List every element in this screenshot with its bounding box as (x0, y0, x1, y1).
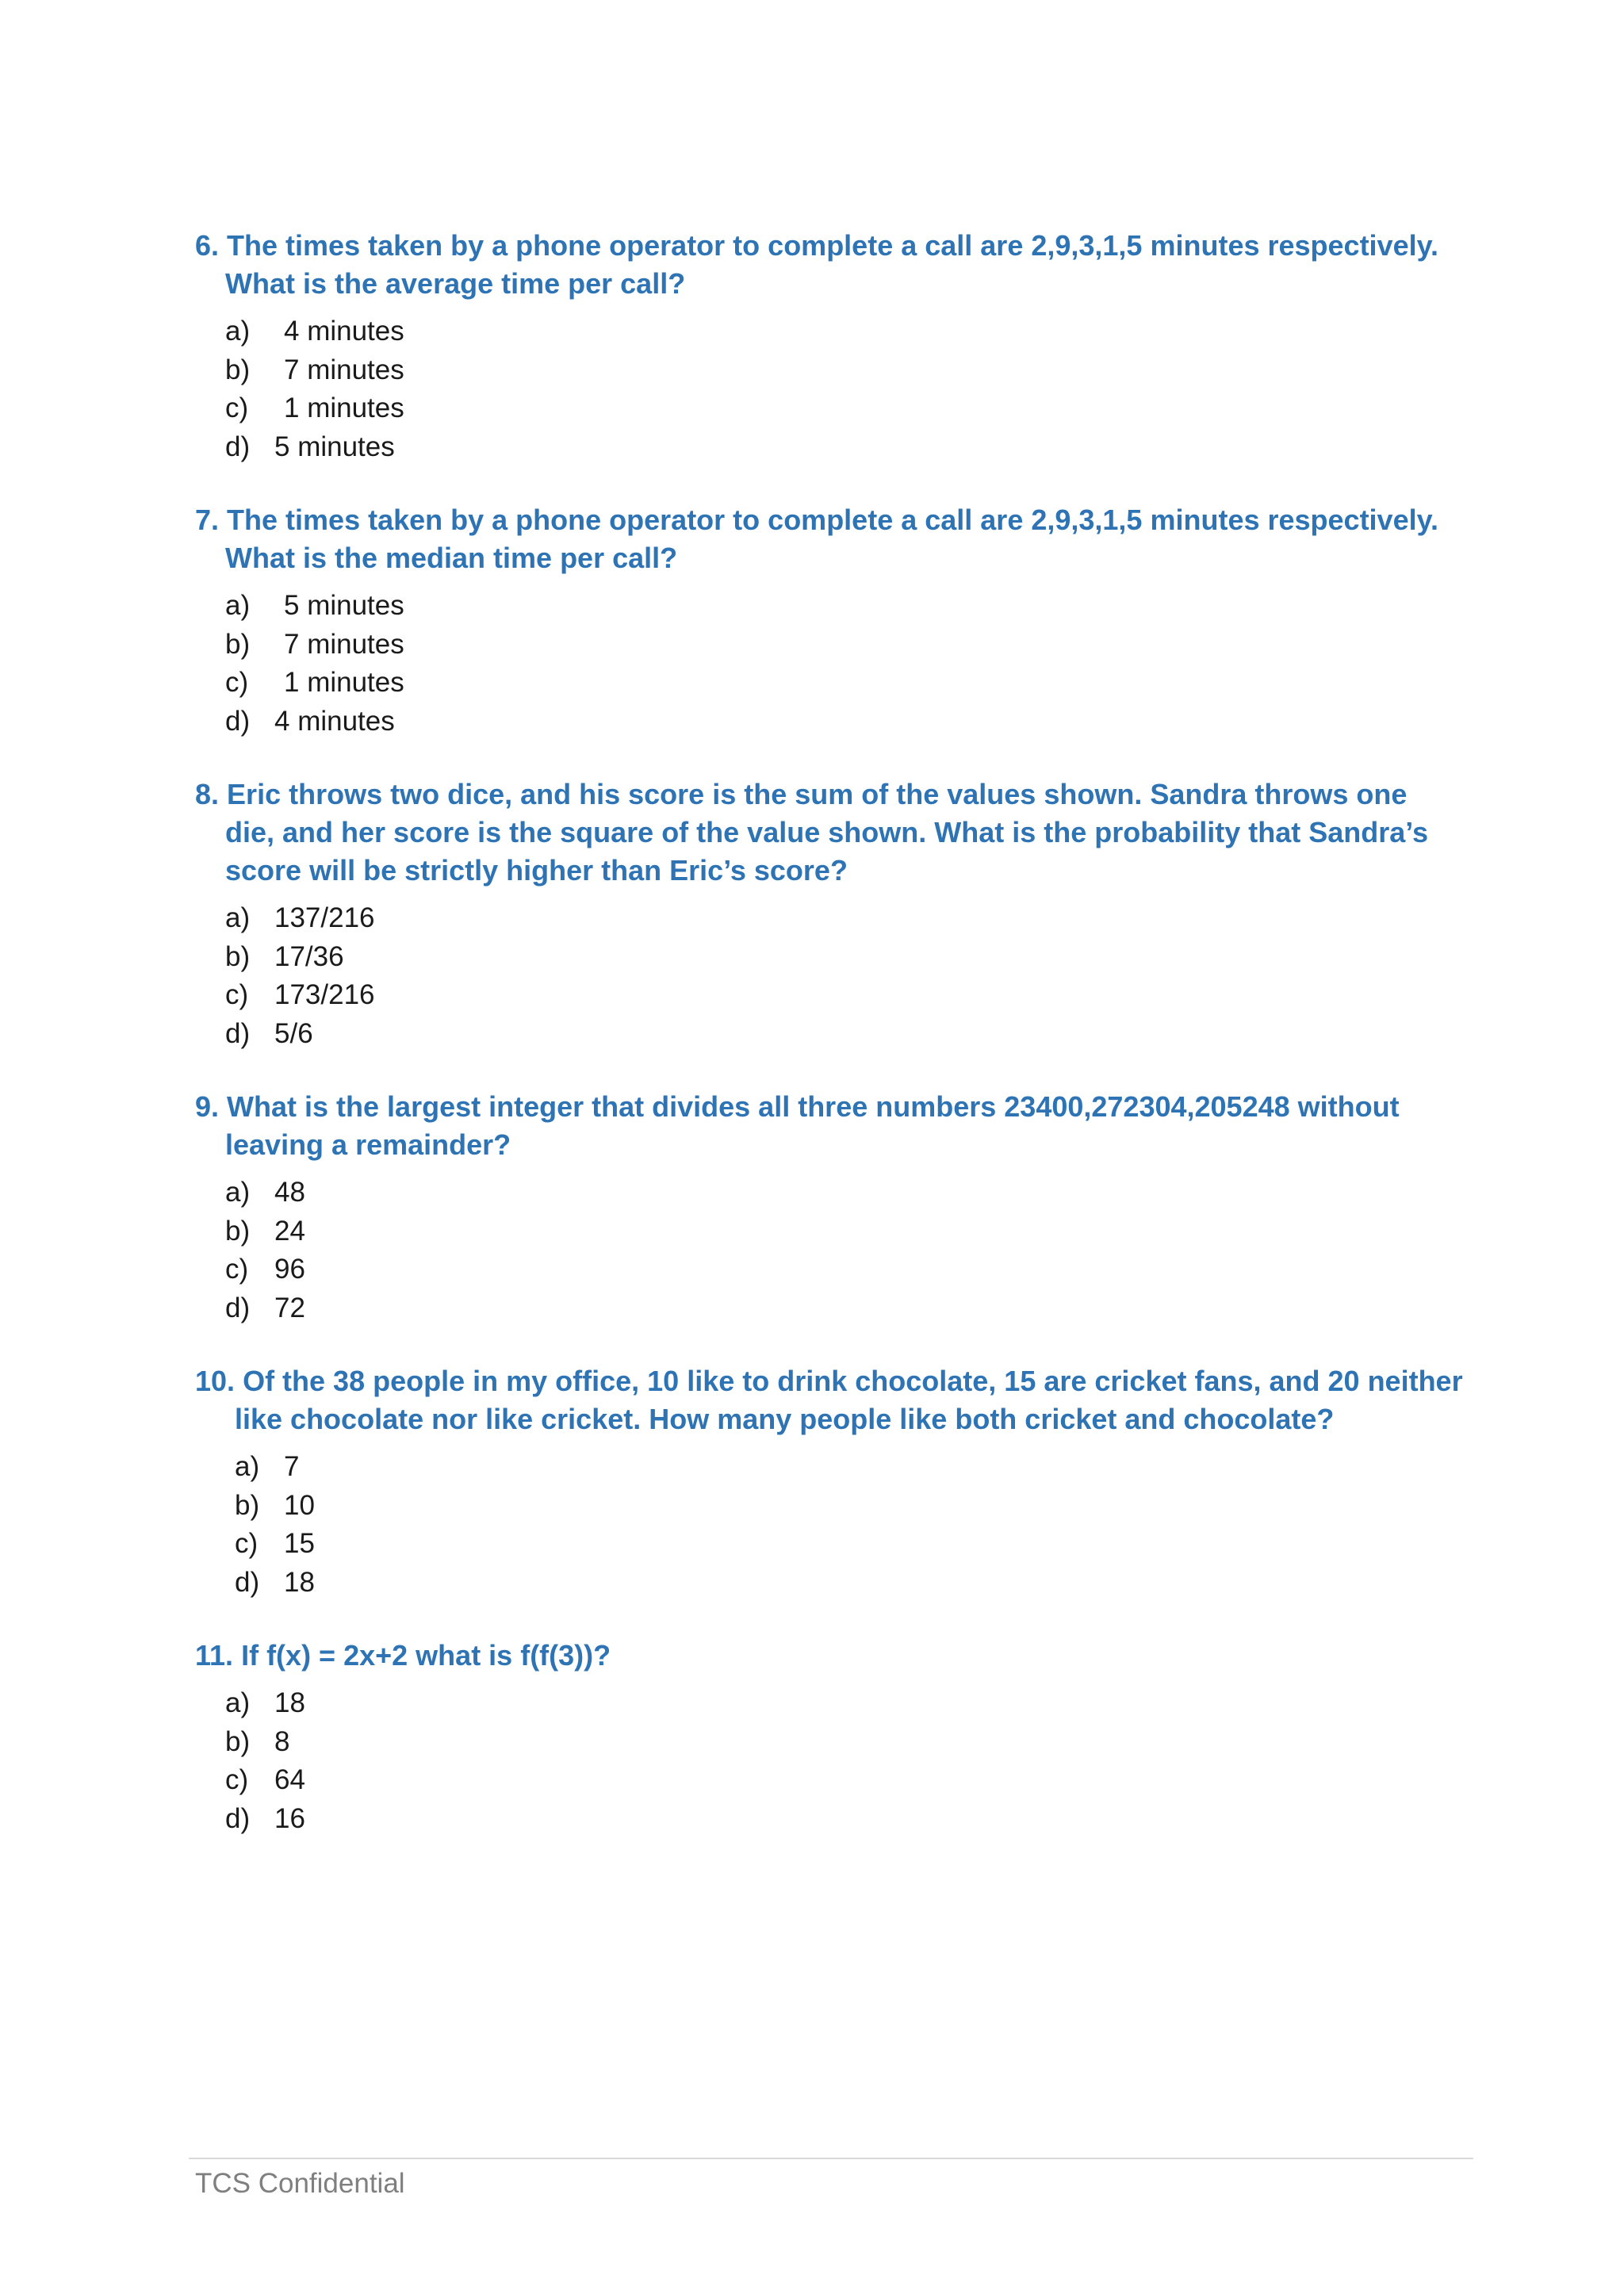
option-c (225, 1250, 1464, 1289)
question-body: Eric throws two dice, and his score is the sum of the values shown. Sandra throws one die, and her score is the square of the value shown. What is the probability that Sandra’s score will be strictly higher than Eric’s score? (225, 778, 1428, 887)
option-text: 1 minutes (284, 667, 404, 698)
option-letter: c) (225, 1764, 249, 1795)
option-list (195, 899, 1464, 1053)
option-letter: d) (225, 431, 251, 462)
option-letter: c) (225, 393, 249, 423)
option-c (235, 1525, 1464, 1564)
option-c (225, 976, 1464, 1015)
option-letter: d) (225, 705, 251, 737)
option-list (195, 312, 1464, 466)
question-text (195, 1088, 1464, 1164)
option-list (195, 1684, 1464, 1838)
option-text: 7 minutes (284, 354, 404, 385)
question-number: 8. (195, 778, 220, 810)
option-b (225, 351, 1464, 390)
option-letter: a) (225, 1177, 251, 1208)
option-text: 8 (274, 1725, 290, 1757)
question-number: 10. (195, 1365, 236, 1397)
option-c (225, 664, 1464, 703)
question-text (195, 1362, 1464, 1438)
question-7 (195, 501, 1464, 741)
option-letter: c) (225, 1254, 249, 1285)
option-letter: b) (225, 1725, 251, 1757)
option-a (225, 1684, 1464, 1723)
option-letter: c) (225, 667, 249, 698)
question-body: Of the 38 people in my office, 10 like to drink chocolate, 15 are cricket fans, and 20 neither like chocolate nor like cricket. How many people like both cricket and chocolate? (235, 1365, 1463, 1435)
footer-divider (189, 2158, 1473, 2159)
option-letter: b) (225, 1215, 251, 1247)
option-text: 7 (284, 1451, 300, 1482)
option-b (225, 1723, 1464, 1762)
question-body: What is the largest integer that divides all three numbers 23400,272304,205248 without leaving a remainder? (225, 1090, 1400, 1161)
question-body: The times taken by a phone operator to complete a call are 2,9,3,1,5 minutes respectively. What is the median time per call? (225, 504, 1438, 574)
option-text: 15 (284, 1528, 315, 1559)
option-letter: d) (225, 1017, 251, 1049)
option-letter: b) (225, 940, 251, 972)
option-text: 5 minutes (284, 590, 404, 621)
option-c (225, 389, 1464, 428)
option-b (225, 626, 1464, 664)
question-text (195, 501, 1464, 577)
option-text: 18 (284, 1566, 315, 1598)
option-text: 72 (274, 1292, 305, 1323)
question-11 (195, 1637, 1464, 1838)
question-body: If f(x) = 2x+2 what is f(f(3))? (241, 1639, 611, 1672)
option-letter: b) (235, 1489, 260, 1521)
option-text: 10 (284, 1489, 315, 1521)
option-text: 17/36 (274, 940, 344, 972)
option-text: 96 (274, 1254, 305, 1285)
question-6 (195, 227, 1464, 466)
option-text: 24 (274, 1215, 305, 1247)
option-d (225, 1015, 1464, 1054)
option-letter: d) (235, 1566, 260, 1598)
option-b (225, 938, 1464, 977)
option-a (225, 899, 1464, 938)
option-d (225, 1289, 1464, 1328)
option-a (225, 587, 1464, 626)
option-a (235, 1448, 1464, 1487)
option-letter: a) (235, 1451, 260, 1482)
option-d (225, 428, 1464, 467)
question-text (195, 227, 1464, 303)
question-10 (195, 1362, 1464, 1602)
option-text: 64 (274, 1764, 305, 1795)
footer-confidential-label: TCS Confidential (195, 2168, 405, 2199)
option-text: 16 (274, 1802, 305, 1834)
option-text: 137/216 (274, 902, 375, 933)
option-text: 1 minutes (284, 393, 404, 423)
option-letter: a) (225, 902, 251, 933)
option-a (225, 1174, 1464, 1212)
option-text: 7 minutes (284, 628, 404, 660)
option-list (195, 1174, 1464, 1327)
question-list (195, 227, 1464, 1873)
option-letter: b) (225, 628, 251, 660)
option-text: 48 (274, 1177, 305, 1208)
option-letter: c) (235, 1528, 259, 1559)
option-letter: b) (225, 354, 251, 385)
question-number: 11. (195, 1639, 234, 1672)
option-d (225, 703, 1464, 741)
question-text (195, 776, 1464, 890)
option-letter: a) (225, 590, 251, 621)
question-number: 9. (195, 1090, 220, 1123)
option-a (225, 312, 1464, 351)
option-c (225, 1761, 1464, 1800)
option-letter: c) (225, 979, 249, 1010)
option-letter: a) (225, 1687, 251, 1718)
question-body: The times taken by a phone operator to complete a call are 2,9,3,1,5 minutes respectively. What is the average time per call? (225, 229, 1438, 300)
option-b (235, 1487, 1464, 1526)
option-list (195, 1448, 1464, 1602)
option-text: 4 minutes (274, 705, 395, 737)
option-d (225, 1800, 1464, 1839)
option-letter: d) (225, 1292, 251, 1323)
question-9 (195, 1088, 1464, 1327)
option-d (235, 1564, 1464, 1603)
option-text: 4 minutes (284, 316, 404, 347)
option-list (195, 587, 1464, 741)
question-text (195, 1637, 1464, 1675)
option-text: 18 (274, 1687, 305, 1718)
option-b (225, 1212, 1464, 1251)
question-8 (195, 776, 1464, 1053)
question-number: 7. (195, 504, 220, 536)
option-letter: d) (225, 1802, 251, 1834)
option-letter: a) (225, 316, 251, 347)
option-text: 173/216 (274, 979, 375, 1010)
question-number: 6. (195, 229, 220, 262)
option-text: 5 minutes (274, 431, 395, 462)
option-text: 5/6 (274, 1017, 313, 1049)
